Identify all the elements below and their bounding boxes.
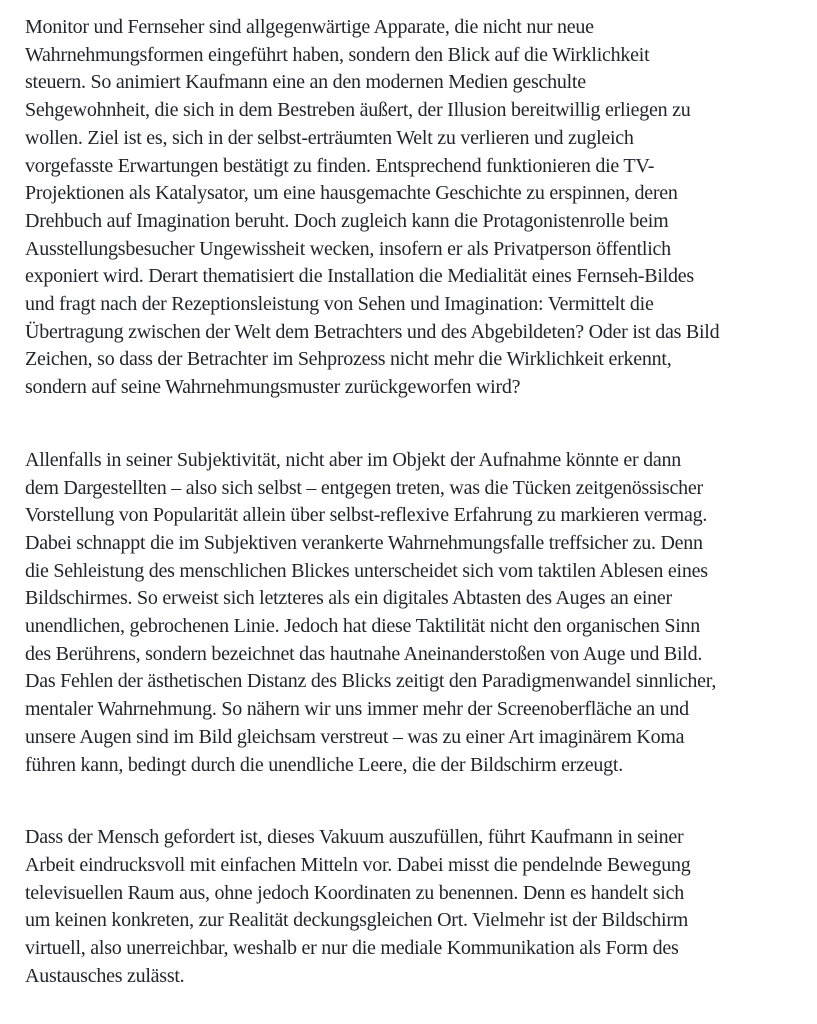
paragraph-1 (25, 14, 789, 402)
text-line: virtuell, also unerreichbar, weshalb er nur die mediale Kommunikation als Form des (25, 937, 679, 960)
text-line: Dass der Mensch gefordert ist, dieses Vakuum auszufüllen, führt Kaufmann in seiner (25, 826, 684, 849)
text-line: Ausstellungsbesucher Ungewissheit wecken, insofern er als Privatperson öffentlich (25, 237, 671, 260)
text-line: Zeichen, so dass der Betrachter im Sehprozess nicht mehr die Wirklichkeit erkennt, (25, 348, 672, 371)
text-line: Arbeit eindrucksvoll mit einfachen Mitteln vor. Dabei misst die pendelnde Bewegung (25, 853, 691, 876)
paragraph-2 (25, 447, 789, 779)
text-line: steuern. So animiert Kaufmann eine an den modernen Medien geschulte (25, 71, 586, 94)
text-line: Drehbuch auf Imagination beruht. Doch zugleich kann die Protagonistenrolle beim (25, 209, 669, 232)
paragraph-3 (25, 824, 789, 990)
text-line: Übertragung zwischen der Welt dem Betrachters und des Abgebildeten? Oder ist das Bild (25, 320, 720, 343)
text-line: unsere Augen sind im Bild gleichsam verstreut – was zu einer Art imaginärem Koma (25, 725, 685, 748)
text-line: sondern auf seine Wahrnehmungsmuster zurückgeworfen wird? (25, 376, 521, 399)
text-line: exponiert wird. Derart thematisiert die Installation die Medialität eines Fernseh-Bildes (25, 265, 694, 288)
text-line: wollen. Ziel ist es, sich in der selbst-erträumten Welt zu verlieren und zugleich (25, 126, 634, 149)
text-line: televisuellen Raum aus, ohne jedoch Koordinaten zu benennen. Denn es handelt sich (25, 881, 684, 904)
text-line: und fragt nach der Rezeptionsleistung von Sehen und Imagination: Vermittelt die (25, 293, 654, 316)
text-line: Dabei schnappt die im Subjektiven verankerte Wahrnehmungsfalle treffsicher zu. Denn (25, 531, 703, 554)
text-line: Allenfalls in seiner Subjektivität, nicht aber im Objekt der Aufnahme könnte er dann (25, 448, 682, 471)
text-line: die Sehleistung des menschlichen Blickes unterscheidet sich vom taktilen Ablesen eines (25, 559, 708, 582)
text-line: Bildschirmes. So erweist sich letzteres als ein digitales Abtasten des Auges an einer (25, 587, 672, 610)
text-line: Wahrnehmungsformen eingeführt haben, sondern den Blick auf die Wirklichkeit (25, 43, 650, 66)
text-line: mentaler Wahrnehmung. So nähern wir uns immer mehr der Screenoberfläche an und (25, 698, 689, 721)
text-line: um keinen konkreten, zur Realität deckungsgleichen Ort. Vielmehr ist der Bildschirm (25, 909, 689, 932)
text-line: führen kann, bedingt durch die unendliche Leere, die der Bildschirm erzeugt. (25, 753, 623, 776)
text-line: Vorstellung von Popularität allein über selbst-reflexive Erfahrung zu markieren vermag. (25, 504, 708, 527)
text-line: dem Dargestellten – also sich selbst – entgegen treten, was die Tücken zeitgenössischer (25, 476, 703, 499)
text-line: Das Fehlen der ästhetischen Distanz des Blicks zeitigt den Paradigmenwandel sinnlicher, (25, 670, 717, 693)
text-line: des Berührens, sondern bezeichnet das hautnahe Aneinanderstoßen von Auge und Bild. (25, 642, 703, 665)
text-line: Monitor und Fernseher sind allgegenwärtige Apparate, die nicht nur neue (25, 16, 594, 38)
text-line: Projektionen als Katalysator, um eine hausgemachte Geschichte zu erspinnen, deren (25, 182, 678, 205)
text-line: Austausches zulässt. (25, 964, 185, 987)
text-line: vorgefasste Erwartungen bestätigt zu finden. Entsprechend funktionieren die TV- (25, 154, 655, 177)
text-line: unendlichen, gebrochenen Linie. Jedoch hat diese Taktilität nicht den organischen Sinn (25, 615, 701, 638)
text-line: Sehgewohnheit, die sich in dem Bestreben äußert, der Illusion bereitwillig erliegen zu (25, 99, 691, 122)
